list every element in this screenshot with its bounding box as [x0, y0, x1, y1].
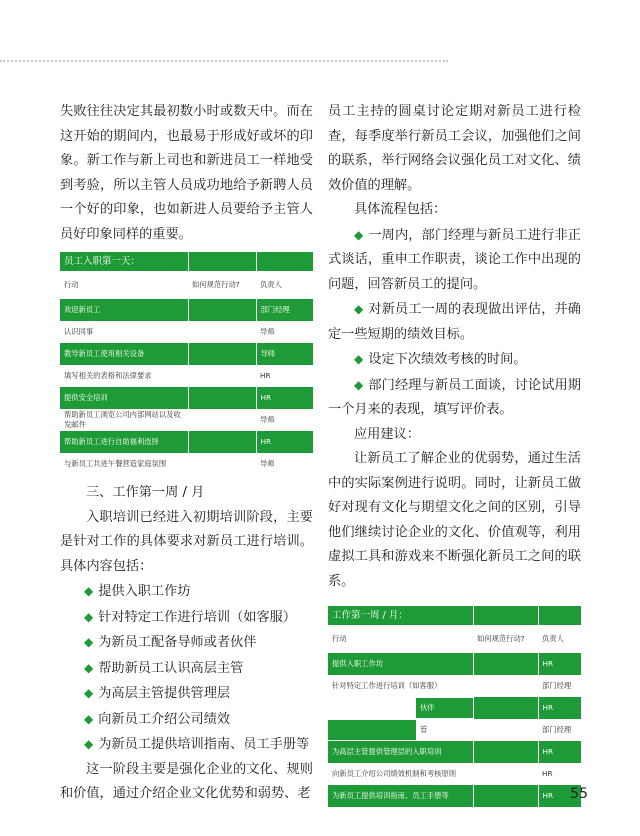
bullet-item: ◆ 为高层主管提供管理层 [84, 686, 231, 701]
flow-item: ◆ 对新员工一周的表现做出评估，并确定一些短期的绩效目标。 [328, 302, 581, 342]
table-row: 管 部门经理 [328, 719, 581, 741]
diamond-bullet-icon: ◆ [84, 686, 94, 700]
table-row: 帮助新员工进行自助福利选择 HR [60, 431, 313, 453]
flow-item: ◆ 设定下次绩效考核的时间。 [354, 352, 527, 367]
diamond-bullet-icon: ◆ [84, 660, 94, 675]
bullet-item: ◆ 帮助新员工认识高层主管 [84, 660, 244, 676]
page-number: 55 [570, 786, 588, 802]
table-row: 向新员工介绍公司绩效机制和考核原则 HR [328, 763, 581, 785]
left-column [60, 100, 313, 807]
header-action: 行动 [60, 271, 188, 299]
right-column [328, 100, 581, 813]
header-owner: 负责人 [538, 625, 581, 653]
header-action: 行动 [328, 625, 473, 653]
table-title: 工作第一周 / 月： [328, 606, 473, 625]
first-week-month-table [328, 606, 581, 807]
diamond-bullet-icon: ◆ [84, 609, 94, 624]
diamond-bullet-icon: ◆ [84, 584, 94, 598]
bullet-item: ◆ 提供入职工作坊 [84, 584, 191, 599]
left-paragraph-1: 失败往往决定其最初数小时或数天中。而在这开始的期间内，也最易于形成好或坏的印象。新工作与新上司也和新进员工一样地受到考验，所以主管人员成功地给予新聘人员一个好的印象，也如新进人员要给予主管人员好印象同样的重要。 [60, 104, 313, 242]
top-dotted-divider [0, 60, 448, 62]
diamond-bullet-icon: ◆ [354, 227, 364, 242]
table-title: 员工入职第一天： [60, 252, 188, 271]
diamond-bullet-icon: ◆ [84, 635, 94, 649]
diamond-bullet-icon: ◆ [84, 711, 94, 726]
advice-paragraph: 让新员工了解企业的优弱势，通过生活中的实际案例进行说明。同时，让新员工做好对现有文化与期望文化之间的区别，引导他们继续讨论企业的文化、价值观等，利用虚拟工具和游戏来不断强化新员工之间的联系。 [328, 451, 581, 589]
diamond-bullet-icon: ◆ [354, 302, 364, 316]
bullet-item: ◆ 向新员工介绍公司绩效 [84, 711, 231, 727]
table-row: 提供入职工作坊 HR [328, 653, 581, 675]
table-row: 认识同事 导师 [60, 321, 313, 343]
table-title-row [328, 606, 581, 625]
table-row: 提供安全培训 HR [60, 387, 313, 409]
table-row: 与新员工共进午餐营造家庭氛围 导师 [60, 453, 313, 475]
right-paragraph-1: 员工主持的圆桌讨论定期对新员工进行检查，每季度举行新员工会议，加强他们之间的联系，举行网络会议强化员工对文化、绩效价值的理解。 [328, 104, 581, 193]
header-how: 如何规范行动? [473, 625, 538, 653]
table-row: 教导新员工使用相关设备 导师 [60, 343, 313, 365]
table-header-row [60, 271, 313, 299]
table-row: 帮助新员工浏览公司内部网站以及收发邮件 导师 [60, 409, 313, 431]
bullet-item: ◆ 为新员工配备导师或者伙伴 [84, 635, 257, 650]
diamond-bullet-icon: ◆ [354, 352, 364, 366]
first-day-table [60, 252, 313, 475]
table-title-row [60, 252, 313, 271]
flow-item: ◆ 一周内，部门经理与新员工进行非正式谈话，重申工作职责，谈论工作中出现的问题，回答新员工的提问。 [328, 227, 581, 292]
bullet-item: ◆ 为新员工提供培训指南、员工手册等 [84, 737, 310, 752]
diamond-bullet-icon: ◆ [84, 737, 94, 751]
table-row: 欢迎新员工 部门经理 [60, 299, 313, 321]
table-row: 针对特定工作进行培训（如客服） 部门经理 [328, 675, 581, 697]
table-row: 伙伴 HR [328, 697, 581, 719]
flow-title: 具体流程包括： [354, 202, 447, 217]
left-paragraph-3: 这一阶段主要是强化企业的文化、规则和价值，通过介绍企业文化优势和弱势、老 [60, 761, 313, 801]
header-how: 如何规范行动? [188, 271, 256, 299]
table-row: 为新员工提供培训指南、员工手册等 HR [328, 785, 581, 807]
left-paragraph-2: 入职培训已经进入初期培训阶段，主要是针对工作的具体要求对新员工进行培训。具体内容包括： [60, 509, 313, 574]
table-header-row [328, 625, 581, 653]
table-row: 填写相关的表格和法律要求 HR [60, 365, 313, 387]
section-heading-week-month: 三、工作第一周 / 月 [86, 485, 205, 500]
header-owner: 负责人 [256, 271, 313, 299]
diamond-bullet-icon: ◆ [354, 377, 364, 392]
advice-title: 应用建议： [354, 426, 420, 442]
flow-item: ◆ 部门经理与新员工面谈，讨论试用期一个月来的表现，填写评价表。 [328, 377, 581, 417]
bullet-item: ◆ 针对特定工作进行培训（如客服） [84, 609, 297, 625]
table-row: 为高层主管提供管理层的入职培训 HR [328, 741, 581, 763]
